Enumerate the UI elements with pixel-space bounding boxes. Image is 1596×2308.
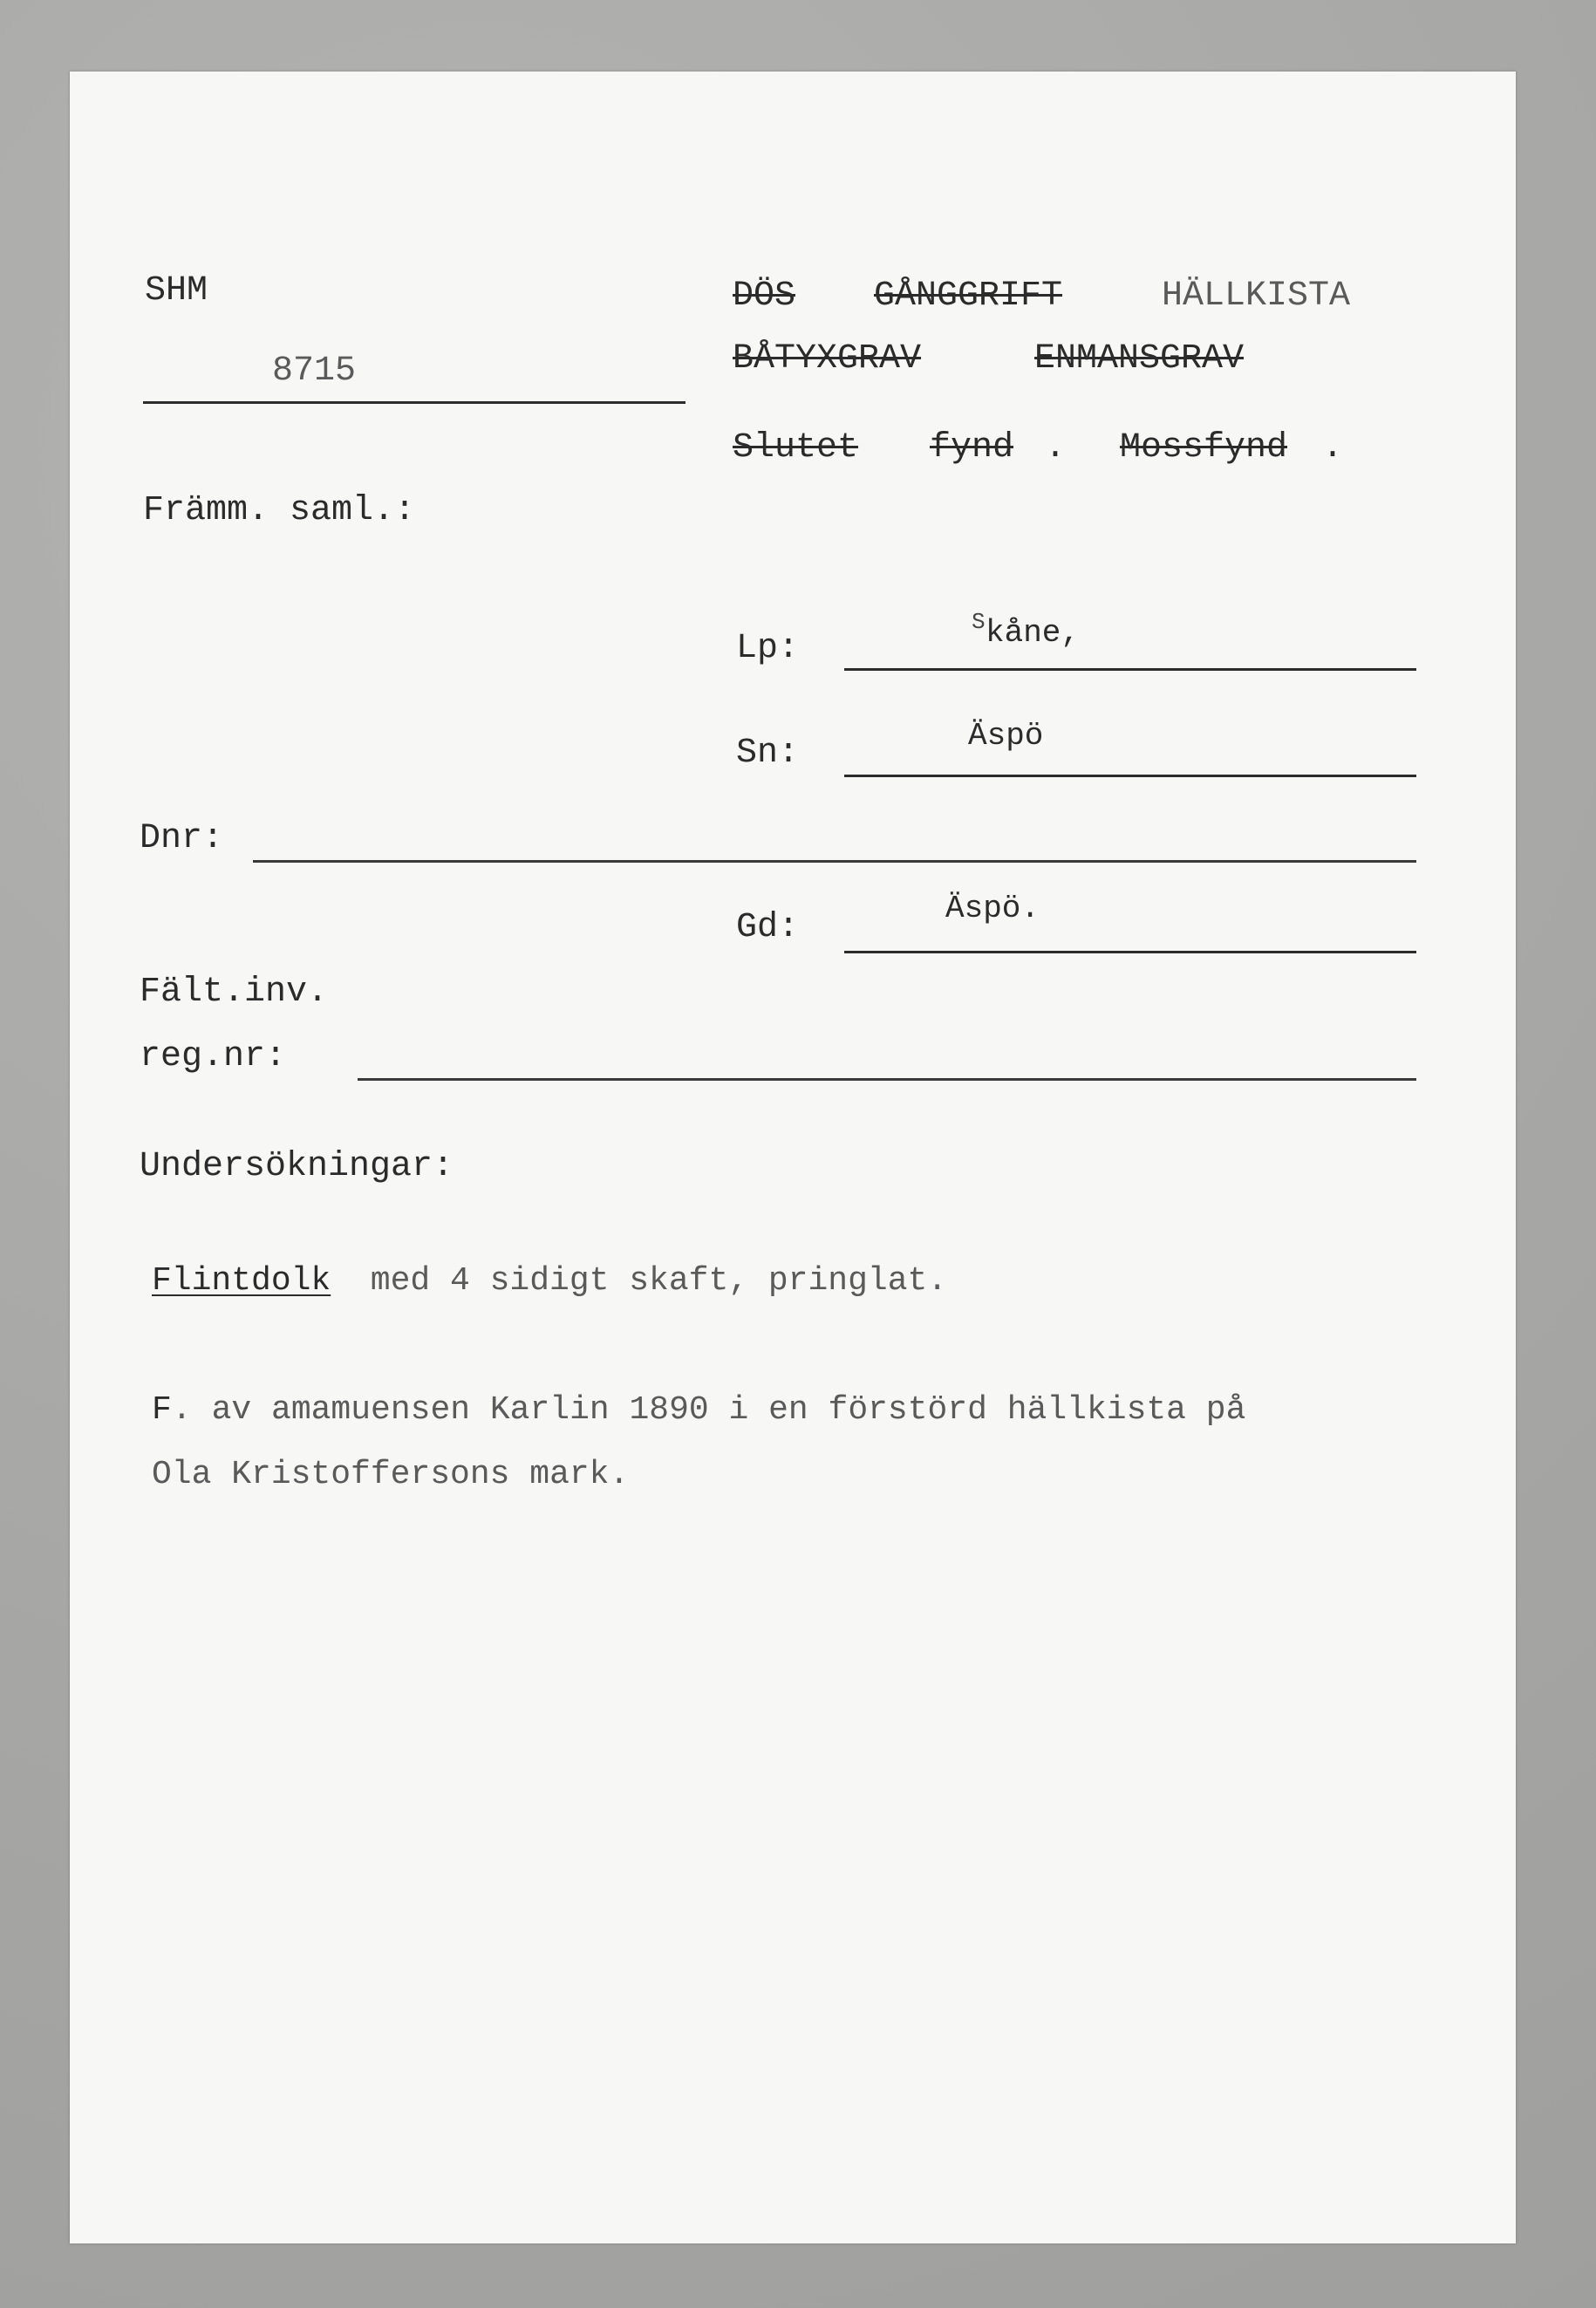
foreign-collection-label: Främm. saml.: [143,491,416,530]
grave-type-batyxgrav: BÅTYXGRAV [733,339,922,379]
find-note-line-1: . av amamuensen Karlin 1890 i en förstörd hällkista på [172,1391,1246,1429]
farm-line [844,951,1416,953]
find-type-mossfynd: Mossfynd [1120,428,1288,468]
registry-number-label: Dnr: [140,819,224,858]
grave-type-ganggrift: GÅNGGRIFT [874,277,1063,316]
catalog-card [70,72,1516,2243]
province-line [844,668,1416,671]
find-note-line-2: Ola Kristoffersons mark. [152,1456,630,1493]
parish-value: Äspö [968,718,1044,754]
investigations-label: Undersökningar: [140,1147,454,1186]
province-label: Lp: [736,629,800,668]
reg-number-label: reg.nr: [140,1037,287,1076]
farm-value: Äspö. [945,891,1040,926]
grave-type-enmansgrav: ENMANSGRAV [1034,339,1245,379]
number-underline [143,401,685,404]
collection-code: SHM [145,271,208,311]
registry-number-line [253,860,1416,863]
grave-type-hallkista: HÄLLKISTA [1162,277,1351,316]
parish-line [844,775,1416,777]
grave-type-dos: DÖS [733,277,796,316]
find-type-end: . [1322,428,1344,468]
farm-label: Gd: [736,908,800,947]
find-type-separator: . [1045,428,1067,468]
find-note-initial: F [152,1391,172,1429]
find-type-fynd: fynd [930,428,1014,468]
province-initial: S [972,609,986,635]
field-inventory-label: Fält.inv. [140,973,329,1012]
reg-number-line [358,1078,1416,1081]
object-description: med 4 sidigt skaft, pringlat. [351,1262,948,1300]
catalog-number: 8715 [272,352,357,391]
find-type-slutet: Slutet [733,428,859,468]
parish-label: Sn: [736,734,800,773]
object-name: Flintdolk [152,1262,331,1300]
province-value: kåne, [986,615,1081,651]
